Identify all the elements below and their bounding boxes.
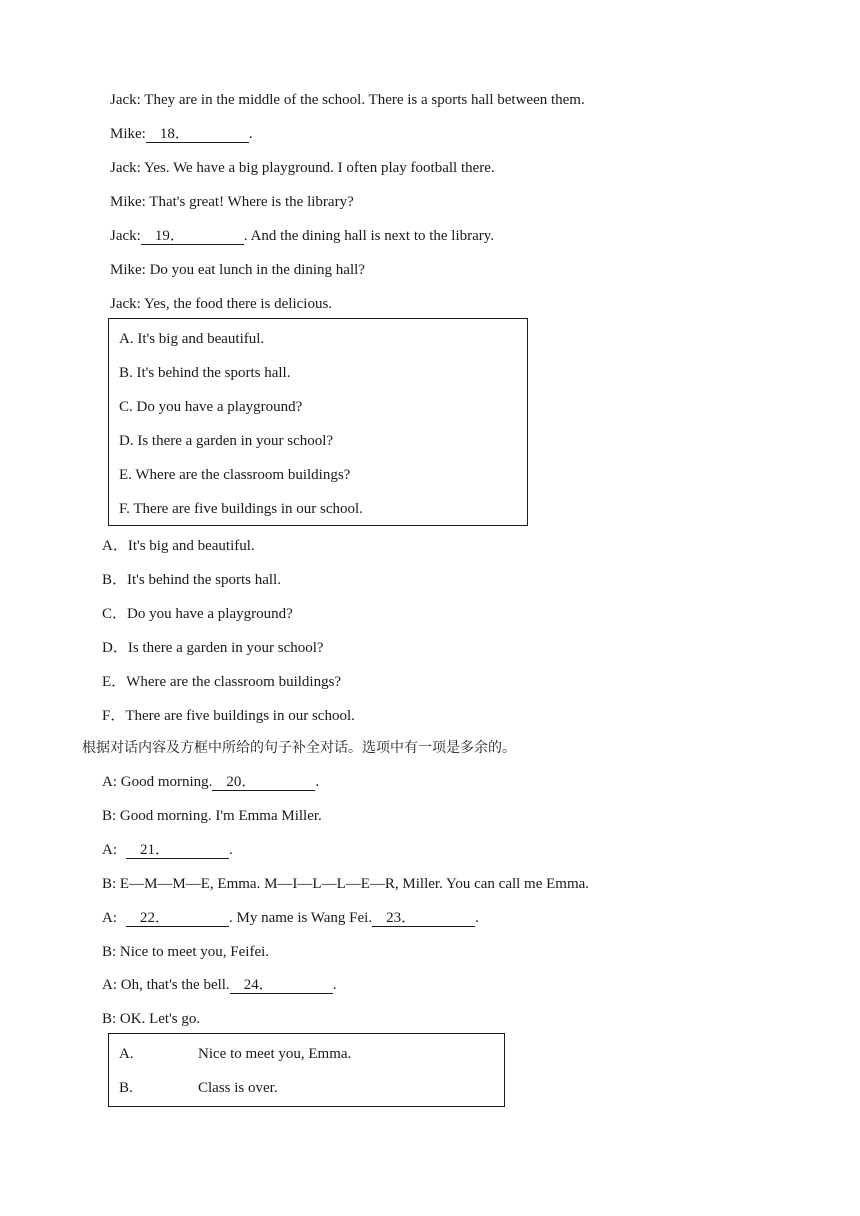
- dialogue-line: B: E—M—M—E, Emma. M—I—L—L—E—R, Miller. You can call me Emma.: [102, 876, 590, 892]
- box-option: A. It's big and beautiful.: [119, 331, 265, 347]
- box-option: B. It's behind the sports hall.: [119, 365, 291, 381]
- line-suffix: .: [475, 910, 479, 926]
- options-box: [108, 318, 528, 526]
- answer-blank-24[interactable]: 24．: [230, 977, 333, 994]
- box-option: [119, 1044, 351, 1064]
- line-suffix: .: [248, 126, 253, 142]
- answer-blank-22[interactable]: 22．: [126, 910, 229, 927]
- box-option: [119, 1078, 278, 1098]
- dialogue-line: B: OK. Let's go.: [102, 1011, 201, 1027]
- choice-item[interactable]: E．Where are the classroom buildings?: [102, 674, 342, 690]
- speaker-text: A:: [102, 910, 117, 926]
- choice-item[interactable]: F．There are five buildings in our school.: [102, 708, 355, 724]
- choice-item[interactable]: C．Do you have a playground?: [102, 606, 293, 622]
- dialogue-line: B: Nice to meet you, Feifei.: [102, 944, 270, 960]
- answer-blank-23[interactable]: 23．: [372, 910, 475, 927]
- answer-blank-18[interactable]: 18．: [146, 126, 249, 143]
- option-letter: A.: [119, 1046, 134, 1062]
- dialogue-line: Mike: That's great! Where is the library?: [110, 194, 354, 210]
- dialogue-line: [102, 975, 336, 995]
- dialogue-line: Jack: Yes. We have a big playground. I often play football there.: [110, 160, 495, 176]
- dialogue-line: [110, 226, 494, 246]
- speaker-text: A: Good morning.: [102, 774, 213, 790]
- option-text: Nice to meet you, Emma.: [198, 1046, 352, 1062]
- options-box: [108, 1033, 505, 1107]
- choice-item[interactable]: B．It's behind the sports hall.: [102, 572, 281, 588]
- box-option: F. There are five buildings in our school.: [119, 501, 363, 517]
- answer-blank-20[interactable]: 20．: [212, 774, 315, 791]
- choice-item[interactable]: A．It's big and beautiful.: [102, 538, 255, 554]
- line-suffix: .: [315, 774, 320, 790]
- answer-blank-19[interactable]: 19．: [141, 228, 244, 245]
- dialogue-line: [102, 840, 233, 860]
- dialogue-line: Mike: Do you eat lunch in the dining hall?: [110, 262, 365, 278]
- answer-blank-21[interactable]: 21．: [126, 842, 229, 859]
- dialogue-line: [102, 772, 319, 792]
- section-instruction: 根据对话内容及方框中所给的句子补全对话。选项中有一项是多余的。: [82, 740, 516, 756]
- speaker-text: Mike:: [110, 126, 146, 142]
- speaker-text: A:: [102, 842, 117, 858]
- dialogue-line: [110, 124, 253, 144]
- dialogue-line: B: Good morning. I'm Emma Miller.: [102, 808, 322, 824]
- choice-item[interactable]: D．Is there a garden in your school?: [102, 640, 324, 656]
- option-text: Class is over.: [198, 1080, 278, 1096]
- line-suffix: . And the dining hall is next to the library.: [243, 228, 495, 244]
- box-option: D. Is there a garden in your school?: [119, 433, 334, 449]
- option-letter: B.: [119, 1080, 133, 1096]
- speaker-text: A: Oh, that's the bell.: [102, 977, 230, 993]
- line-middle: . My name is Wang Fei.: [229, 910, 373, 926]
- dialogue-line: [102, 908, 479, 928]
- dialogue-line: Jack: They are in the middle of the school. There is a sports hall between them.: [110, 92, 585, 108]
- speaker-text: Jack:: [110, 228, 141, 244]
- line-suffix: .: [229, 842, 233, 858]
- box-option: C. Do you have a playground?: [119, 399, 303, 415]
- line-suffix: .: [332, 977, 337, 993]
- dialogue-line: Jack: Yes, the food there is delicious.: [110, 296, 333, 312]
- box-option: E. Where are the classroom buildings?: [119, 467, 351, 483]
